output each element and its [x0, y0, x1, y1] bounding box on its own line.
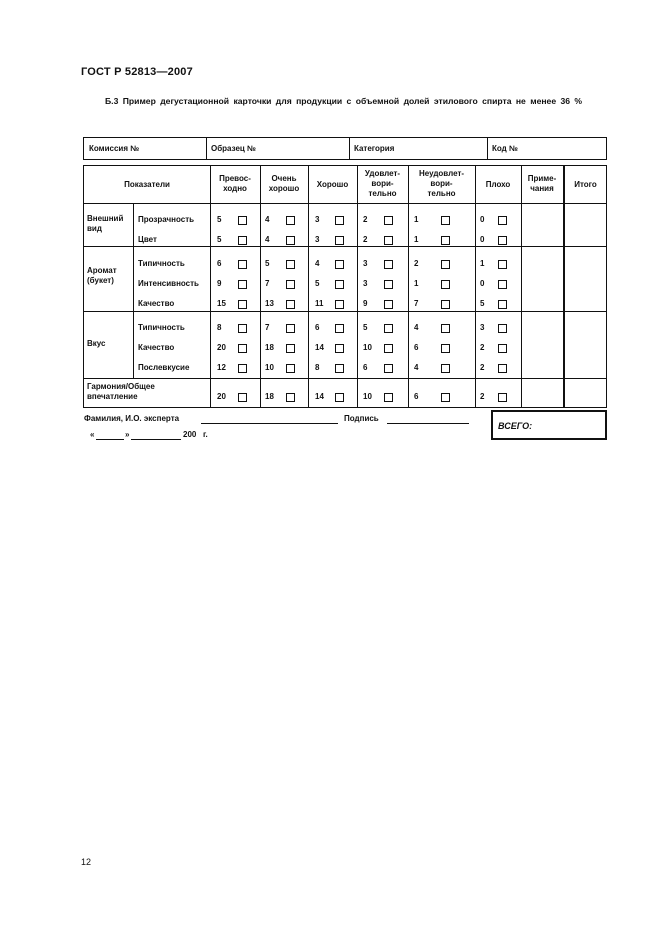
score-value: 6	[414, 343, 419, 352]
score-checkbox[interactable]	[441, 364, 450, 373]
score-checkbox[interactable]	[286, 216, 295, 225]
score-checkbox[interactable]	[384, 236, 393, 245]
category-label: Категория	[354, 144, 395, 153]
header-unsatisfactory: Неудовлет- вори- тельно	[418, 169, 465, 198]
score-value: 12	[217, 363, 226, 372]
score-checkbox[interactable]	[498, 324, 507, 333]
code-label: Код №	[492, 144, 518, 153]
group-name-harmony: Гармония/Общее впечатление	[87, 382, 155, 401]
score-value: 1	[414, 235, 419, 244]
expert-name-label: Фамилия, И.О. эксперта	[84, 414, 180, 423]
document-code: ГОСТ Р 52813—2007	[81, 66, 193, 78]
score-value: 2	[363, 235, 368, 244]
score-value: 10	[363, 392, 372, 401]
score-value: 5	[315, 279, 320, 288]
score-checkbox[interactable]	[335, 236, 344, 245]
score-value: 4	[265, 235, 270, 244]
score-value: 20	[217, 392, 226, 401]
total-label: ВСЕГО:	[498, 421, 533, 431]
score-value: 3	[480, 323, 485, 332]
score-checkbox[interactable]	[441, 324, 450, 333]
score-checkbox[interactable]	[335, 324, 344, 333]
score-value: 5	[480, 299, 485, 308]
score-checkbox[interactable]	[286, 324, 295, 333]
score-value: 18	[265, 392, 274, 401]
score-checkbox[interactable]	[238, 300, 247, 309]
score-value: 4	[414, 323, 419, 332]
score-value: 0	[480, 235, 485, 244]
header-total: Итого	[574, 180, 597, 189]
date-close-quote: »	[125, 430, 130, 439]
score-checkbox[interactable]	[335, 364, 344, 373]
score-checkbox[interactable]	[238, 260, 247, 269]
header-notes: Приме- чания	[527, 174, 557, 193]
score-value: 4	[265, 215, 270, 224]
score-checkbox[interactable]	[238, 324, 247, 333]
score-value: 2	[480, 392, 485, 401]
score-value: 11	[315, 299, 324, 308]
score-checkbox[interactable]	[384, 344, 393, 353]
score-checkbox[interactable]	[441, 260, 450, 269]
score-checkbox[interactable]	[384, 280, 393, 289]
group-name-aroma: Аромат (букет)	[87, 266, 117, 285]
header-satisfactory: Удовлет- вори- тельно	[364, 169, 401, 198]
score-checkbox[interactable]	[441, 344, 450, 353]
score-value: 6	[363, 363, 368, 372]
score-value: 2	[363, 215, 368, 224]
score-value: 0	[480, 215, 485, 224]
score-checkbox[interactable]	[441, 216, 450, 225]
indicator-label: Типичность	[138, 323, 185, 332]
score-value: 3	[363, 279, 368, 288]
score-checkbox[interactable]	[498, 236, 507, 245]
score-value: 4	[315, 259, 320, 268]
score-checkbox[interactable]	[384, 393, 393, 402]
date-month-line	[131, 439, 181, 440]
commission-label: Комиссия №	[89, 144, 140, 153]
score-value: 3	[315, 215, 320, 224]
score-value: 10	[265, 363, 274, 372]
score-checkbox[interactable]	[286, 236, 295, 245]
score-checkbox[interactable]	[286, 280, 295, 289]
indicator-label: Типичность	[138, 259, 185, 268]
score-checkbox[interactable]	[286, 300, 295, 309]
score-value: 3	[363, 259, 368, 268]
score-value: 8	[217, 323, 222, 332]
score-value: 1	[480, 259, 485, 268]
page-number: 12	[81, 857, 92, 867]
score-value: 2	[480, 363, 485, 372]
score-value: 7	[265, 279, 270, 288]
score-checkbox[interactable]	[286, 344, 295, 353]
header-good: Хорошо	[316, 180, 349, 189]
score-value: 9	[217, 279, 222, 288]
score-value: 5	[265, 259, 270, 268]
score-value: 7	[414, 299, 419, 308]
date-day-line	[96, 439, 124, 440]
score-checkbox[interactable]	[335, 393, 344, 402]
table-caption: Б.3 Пример дегустационной карточки для продукции с объемной долей этилового спирта не менее 36 %	[105, 96, 583, 106]
indicator-label: Качество	[138, 299, 175, 308]
score-value: 3	[315, 235, 320, 244]
score-checkbox[interactable]	[384, 216, 393, 225]
score-value: 6	[414, 392, 419, 401]
header-very-good: Очень хорошо	[268, 174, 300, 193]
score-checkbox[interactable]	[498, 364, 507, 373]
score-value: 20	[217, 343, 226, 352]
score-checkbox[interactable]	[498, 216, 507, 225]
score-checkbox[interactable]	[384, 364, 393, 373]
score-value: 0	[480, 279, 485, 288]
score-checkbox[interactable]	[238, 364, 247, 373]
score-checkbox[interactable]	[384, 300, 393, 309]
indicator-label: Качество	[138, 343, 175, 352]
score-value: 14	[315, 343, 324, 352]
score-value: 1	[414, 215, 419, 224]
score-checkbox[interactable]	[335, 216, 344, 225]
tasting-table	[83, 165, 607, 408]
header-excellent: Превос- ходно	[219, 174, 251, 193]
score-value: 10	[363, 343, 372, 352]
score-checkbox[interactable]	[286, 393, 295, 402]
info-row	[83, 137, 607, 160]
score-checkbox[interactable]	[384, 260, 393, 269]
score-checkbox[interactable]	[335, 280, 344, 289]
score-checkbox[interactable]	[238, 236, 247, 245]
score-value: 6	[315, 323, 320, 332]
score-checkbox[interactable]	[286, 364, 295, 373]
score-checkbox[interactable]	[335, 344, 344, 353]
group-name-appearance: Внешний вид	[87, 214, 124, 233]
score-value: 9	[363, 299, 368, 308]
score-checkbox[interactable]	[384, 324, 393, 333]
score-checkbox[interactable]	[498, 300, 507, 309]
score-value: 18	[265, 343, 274, 352]
score-value: 6	[217, 259, 222, 268]
indicator-label: Прозрачность	[138, 215, 195, 224]
signature-label: Подпись	[344, 414, 379, 423]
indicator-label: Цвет	[138, 235, 157, 244]
score-checkbox[interactable]	[498, 393, 507, 402]
score-value: 1	[414, 279, 419, 288]
score-value: 15	[217, 299, 226, 308]
date-open-quote: «	[90, 430, 95, 439]
expert-name-line	[201, 423, 338, 424]
score-value: 5	[217, 215, 222, 224]
header-bad: Плохо	[485, 180, 511, 189]
score-checkbox[interactable]	[441, 393, 450, 402]
total-box	[491, 410, 607, 440]
score-value: 7	[265, 323, 270, 332]
score-value: 5	[217, 235, 222, 244]
score-checkbox[interactable]	[498, 260, 507, 269]
score-checkbox[interactable]	[498, 344, 507, 353]
score-value: 5	[363, 323, 368, 332]
signature-line	[387, 423, 469, 424]
score-value: 8	[315, 363, 320, 372]
score-value: 2	[480, 343, 485, 352]
indicator-label: Послевкусие	[138, 363, 190, 372]
score-checkbox[interactable]	[286, 260, 295, 269]
header-indicators: Показатели	[124, 180, 170, 189]
score-checkbox[interactable]	[498, 280, 507, 289]
score-value: 2	[414, 259, 419, 268]
score-checkbox[interactable]	[238, 393, 247, 402]
group-name-taste: Вкус	[87, 339, 106, 348]
date-year-label: 200 г.	[183, 430, 208, 439]
score-checkbox[interactable]	[238, 344, 247, 353]
indicator-label: Интенсивность	[138, 279, 199, 288]
score-checkbox[interactable]	[335, 260, 344, 269]
score-checkbox[interactable]	[441, 236, 450, 245]
sample-label: Образец №	[211, 144, 256, 153]
score-checkbox[interactable]	[335, 300, 344, 309]
score-checkbox[interactable]	[441, 300, 450, 309]
score-checkbox[interactable]	[441, 280, 450, 289]
score-value: 13	[265, 299, 274, 308]
score-value: 14	[315, 392, 324, 401]
score-checkbox[interactable]	[238, 280, 247, 289]
score-value: 4	[414, 363, 419, 372]
score-checkbox[interactable]	[238, 216, 247, 225]
